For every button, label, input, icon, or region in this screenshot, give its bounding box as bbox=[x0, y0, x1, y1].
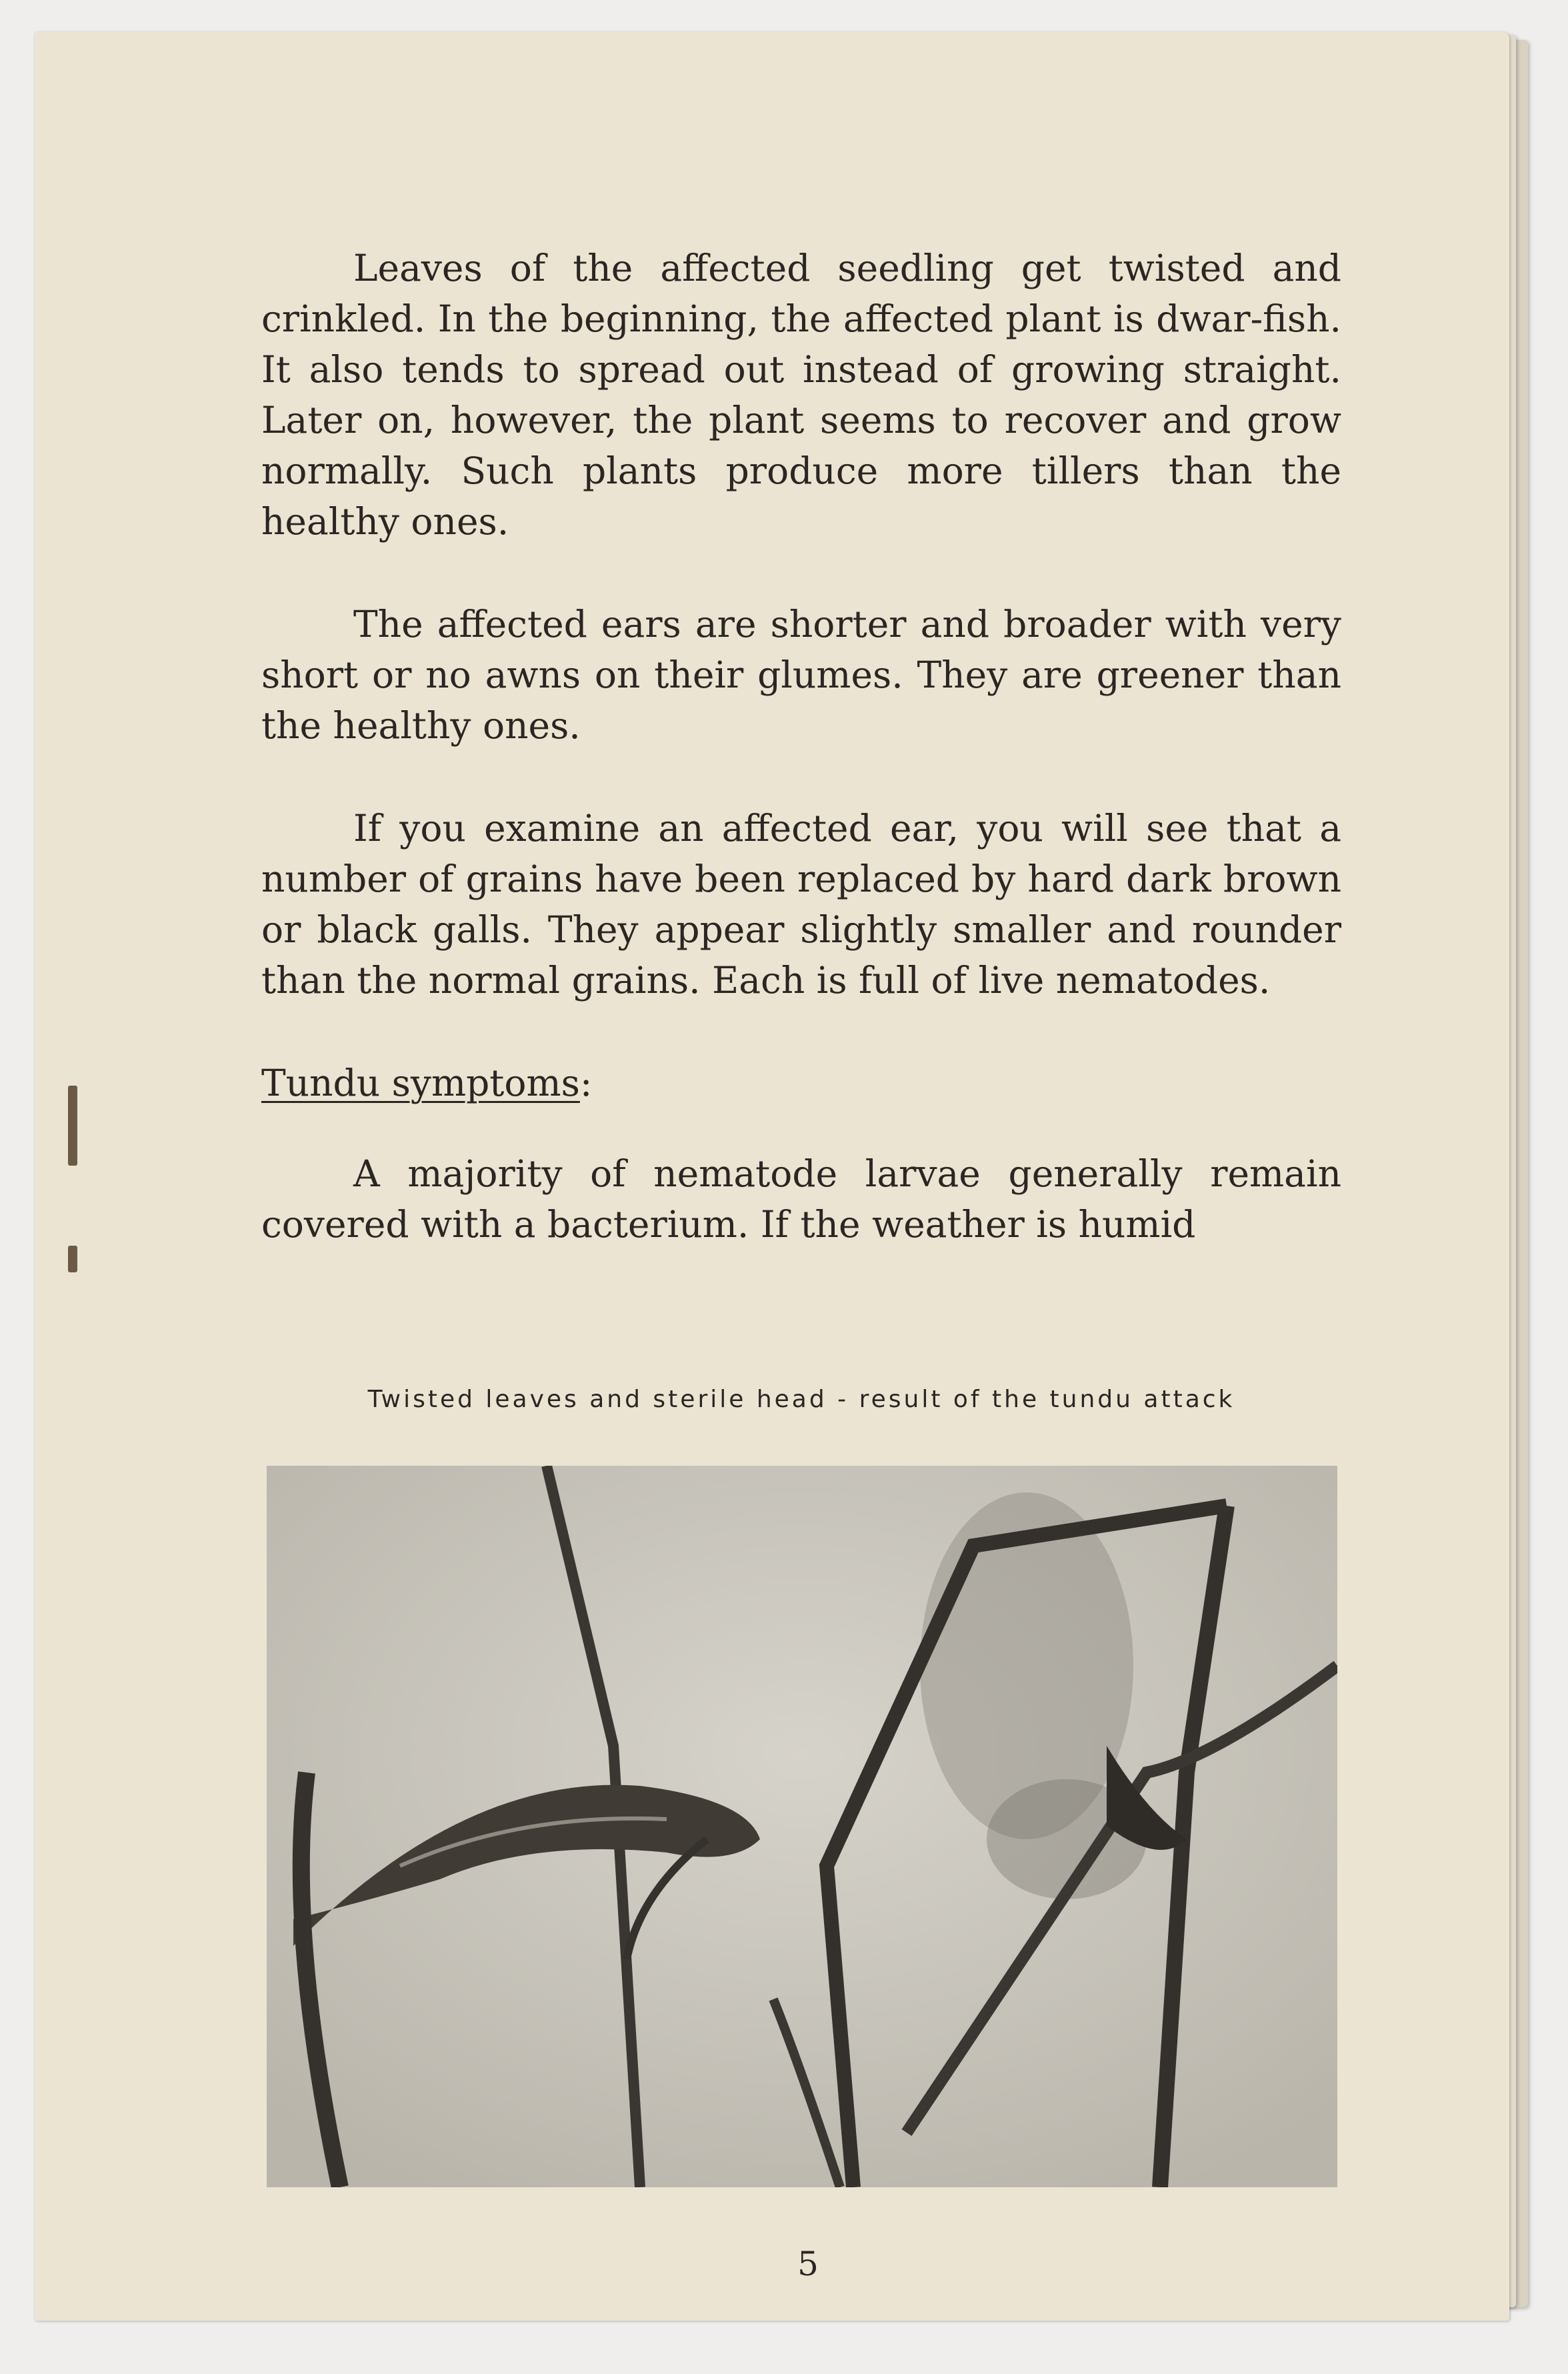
staple-mark-lower bbox=[68, 1246, 77, 1272]
figure-caption: Twisted leaves and sterile head - result of the tundu attack bbox=[367, 1386, 1235, 1413]
section-heading-text: Tundu symptoms bbox=[261, 1062, 580, 1104]
paragraph-seedling-symptoms: Leaves of the affected seedling get twisted and crinkled. In the beginning, the affected plant is dwar-fish. It also tends to spread out instead of growing straight. Later on, however, the plant seems to recover and grow normally. Such plants produce more tillers than the healthy ones. bbox=[261, 247, 1341, 543]
paragraph-galls: If you examine an affected ear, you will see that a number of grains have been replaced by hard dark brown or black galls. They appear slightly smaller and rounder than the normal grains. Each is full of live nematodes. bbox=[261, 807, 1341, 1002]
page-number: 5 bbox=[797, 2245, 819, 2283]
paragraph-tundu: A majority of nematode larvae generally remain covered with a bacterium. If the weather is humid bbox=[261, 1152, 1341, 1246]
section-heading-colon: : bbox=[579, 1062, 593, 1104]
section-heading bbox=[261, 1058, 1341, 1108]
figure-photo bbox=[267, 1466, 1337, 2187]
body-text bbox=[261, 243, 1341, 1302]
twisted-leaves-photo bbox=[267, 1466, 1337, 2187]
booklet-page bbox=[35, 32, 1509, 2321]
staple-mark bbox=[68, 1086, 77, 1166]
paragraph-affected-ears: The affected ears are shorter and broader with very short or no awns on their glumes. They are greener than the healthy ones. bbox=[261, 603, 1341, 747]
